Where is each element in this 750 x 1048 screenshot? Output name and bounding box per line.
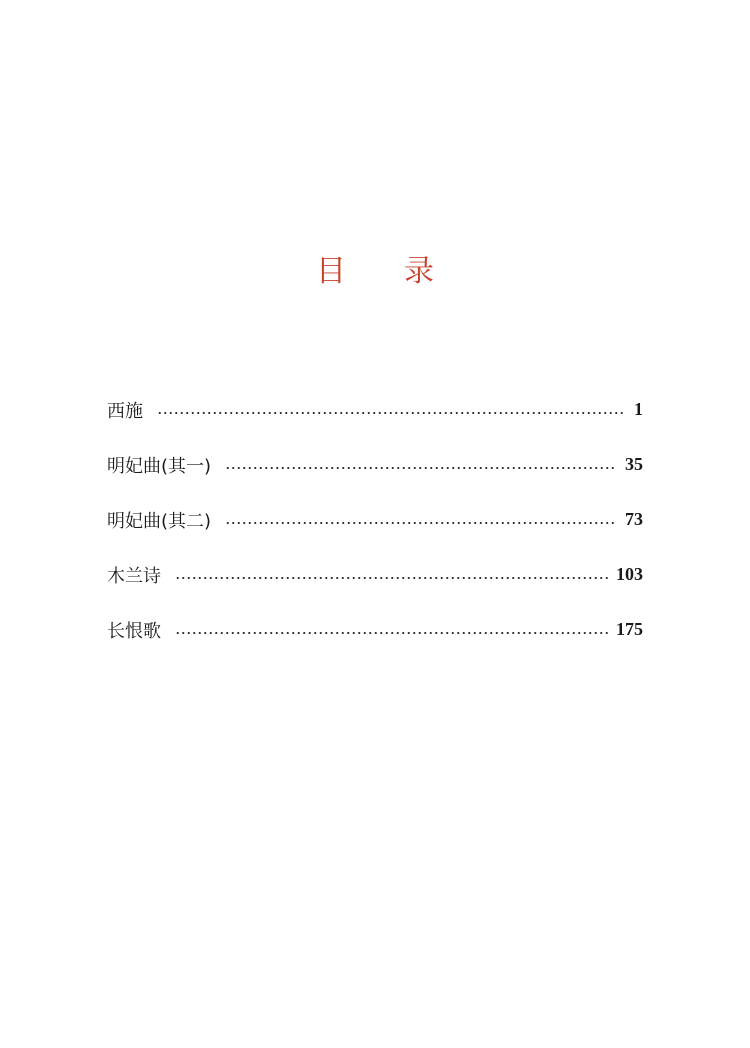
toc-entry-title: 西施 [107, 400, 143, 422]
toc-entry-xishi[interactable] [107, 382, 643, 437]
toc-page-number: 35 [625, 454, 643, 474]
toc-list [107, 382, 643, 657]
toc-entry-title: 明妃曲(其一) [107, 455, 212, 477]
toc-entry-mingfeiqu-2[interactable] [107, 492, 643, 547]
toc-dot-leader [157, 412, 626, 414]
page-title [0, 250, 750, 294]
toc-entry-changhenge[interactable] [107, 602, 643, 657]
title-char-1: 目 [316, 254, 346, 289]
toc-page-number: 1 [634, 399, 643, 419]
toc-page-number: 175 [616, 619, 643, 639]
toc-dot-leader [225, 522, 617, 524]
toc-page-number: 103 [616, 564, 643, 584]
toc-entry-mulanshi[interactable] [107, 547, 643, 602]
toc-dot-leader [175, 577, 608, 579]
toc-dot-leader [225, 467, 617, 469]
toc-entry-mingfeiqu-1[interactable] [107, 437, 643, 492]
toc-entry-title: 长恨歌 [107, 620, 161, 642]
toc-dot-leader [175, 632, 608, 634]
title-char-2: 录 [404, 254, 434, 289]
toc-page-number: 73 [625, 509, 643, 529]
toc-entry-title: 明妃曲(其二) [107, 510, 212, 532]
toc-entry-title: 木兰诗 [107, 565, 161, 587]
